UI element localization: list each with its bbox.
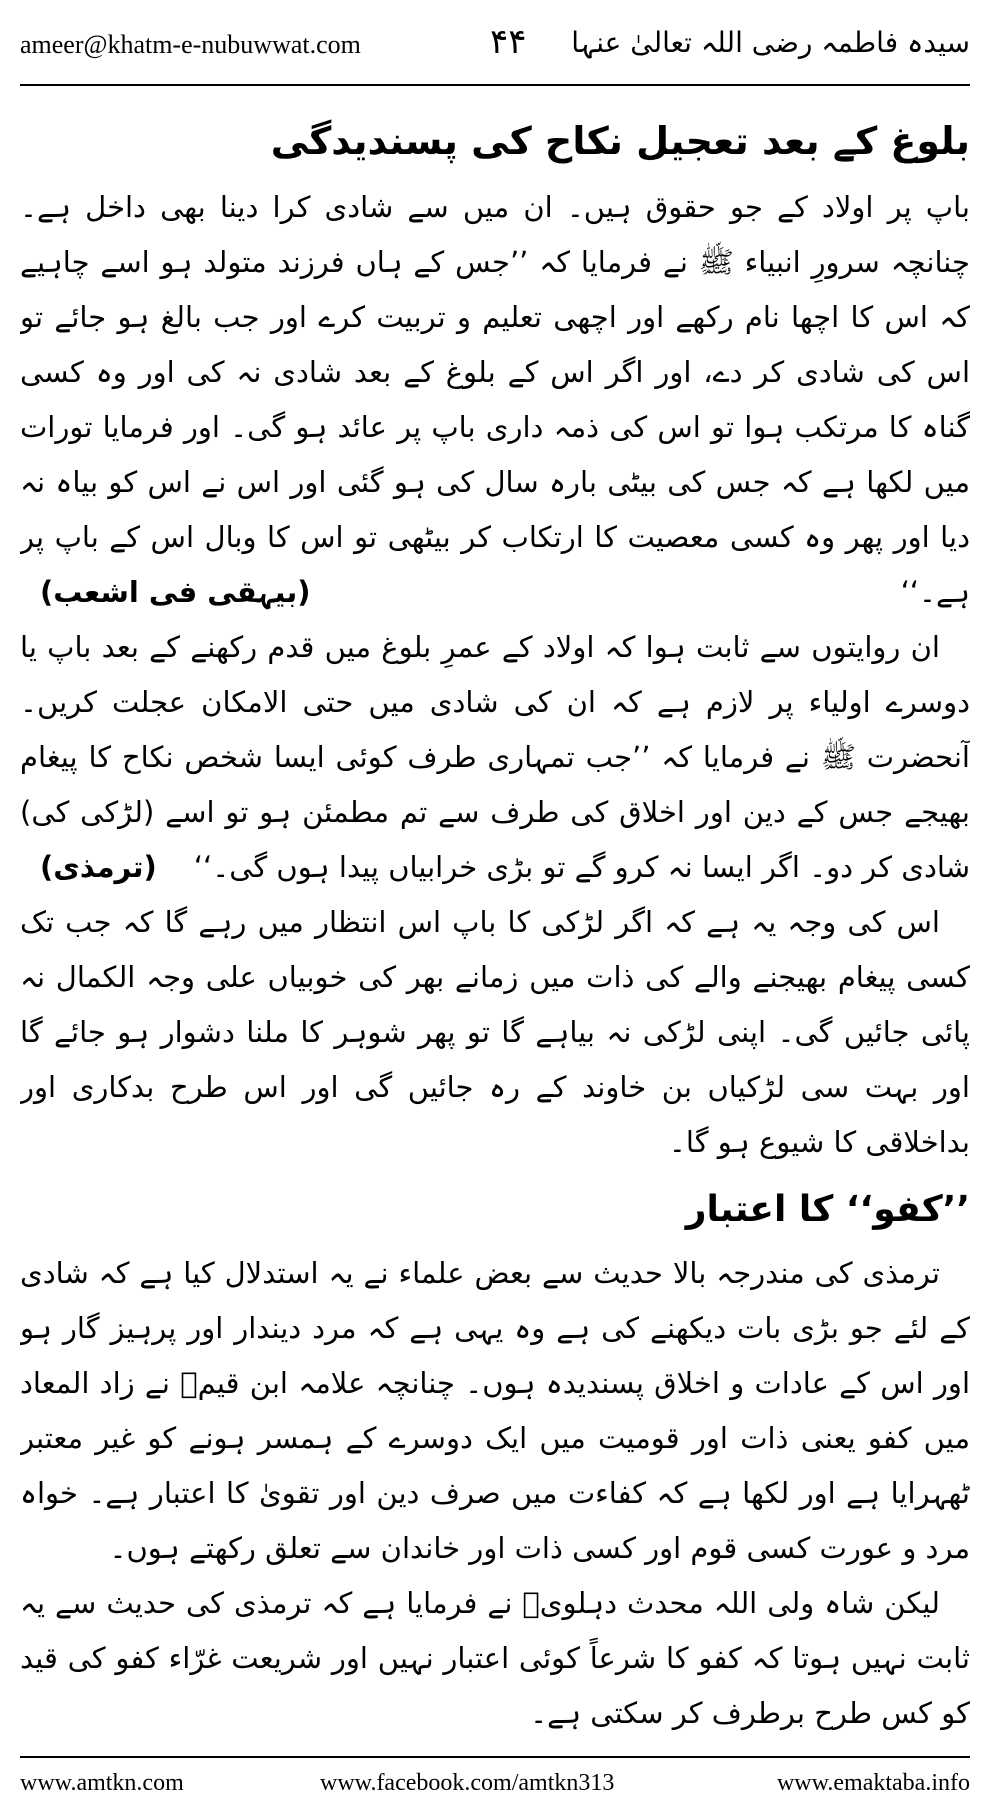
- paragraph: [20, 180, 970, 620]
- running-title: سیدہ فاطمہ رضی اللہ تعالیٰ عنہا: [571, 26, 970, 59]
- paragraph-text: ان روایتوں سے ثابت ہوا کہ اولاد کے عمرِ بلوغ میں قدم رکھنے کے بعد باپ یا دوسرے اولیاء پر لازم ہے کہ ان کی شادی میں حتی الامکان عجلت کریں۔ آنحضرت ﷺ نے فرمایا کہ ’’جب تمہاری طرف کوئی ایسا شخص نکاح کا پیغام بھیجے جس کے دین اور اخلاق کی طرف سے تم مطمئن ہو تو اسے (لڑکی کی) شادی کر دو۔ اگر ایسا نہ کرو گے تو بڑی خرابیاں پیدا ہوں گی۔‘‘: [20, 630, 970, 884]
- paragraph: [20, 1246, 970, 1576]
- footer-link-facebook[interactable]: www.facebook.com/amtkn313: [320, 1770, 615, 1796]
- section-heading: ’’کفو‘‘ کا اعتبار: [685, 1189, 970, 1230]
- paragraph-text: اس کی وجہ یہ ہے کہ اگر لڑکی کا باپ اس انتظار میں رہے گا کہ جب تک کسی پیغام بھیجنے والے کی ذات میں زمانے بھر کی خوبیاں علی وجہ الکمال نہ پائی جائیں گی۔ اپنی لڑکی نہ بیاہے گا تو پھر شوہر کا ملنا دشوار ہو جائے گا اور بہت سی لڑکیاں بن خاوند کے رہ جائیں گی اور اس طرح بدکاری اور بداخلاقی کا شیوع ہو گا۔: [20, 905, 970, 1159]
- paragraph-text: باپ پر اولاد کے جو حقوق ہیں۔ ان میں سے شادی کرا دینا بھی داخل ہے۔ چنانچہ سرورِ انبیاء ﷺ نے فرمایا کہ ’’جس کے ہاں فرزند متولد ہو اسے چاہیے کہ اس کا اچھا نام رکھے اور اچھی تعلیم و تربیت کرے اور جب بالغ ہو جائے تو اس کی شادی کر دے، اور اگر اس کے بلوغ کے بعد شادی نہ کی اور وہ کسی گناہ کا مرتکب ہوا تو اس کی ذمہ داری باپ پر عائد ہو گی۔ اور فرمایا تورات میں لکھا ہے کہ جس کی بیٹی بارہ سال کی ہو گئی اور اس نے اس کو بیاہ نہ دیا اور پھر وہ کسی معصیت کا ارتکاب کر بیٹھی تو اس کا وبال اس کے باپ پر ہے۔‘‘: [20, 190, 970, 609]
- paragraph: [20, 1576, 970, 1740]
- header-email: ameer@khatm-e-nubuwwat.com: [20, 30, 361, 59]
- citation: (ترمذی): [40, 850, 157, 884]
- page-number: ۴۴: [490, 22, 527, 62]
- page-body: [20, 100, 970, 1740]
- footer-link-amtkn[interactable]: www.amtkn.com: [20, 1770, 184, 1796]
- citation: (بیہقی فی اشعب): [40, 575, 311, 609]
- paragraph-text: لیکن شاہ ولی اللہ محدث دہلویؒ نے فرمایا ہے کہ ترمذی کی حدیث سے یہ ثابت نہیں ہوتا کہ کفو کا شرعاً کوئی اعتبار نہیں اور شریعت غرّاء کفو کی قید کو کس طرح برطرف کر سکتی ہے۔: [20, 1586, 970, 1730]
- header-rule: [20, 84, 970, 86]
- page-header: [20, 18, 970, 74]
- paragraph: [20, 620, 970, 895]
- paragraph-text: ترمذی کی مندرجہ بالا حدیث سے بعض علماء نے یہ استدلال کیا ہے کہ شادی کے لئے جو بڑی بات دیکھنے کی ہے وہ یہی ہے کہ مرد دیندار اور پرہیز گار ہو اور اس کے عادات و اخلاق پسندیدہ ہوں۔ چنانچہ علامہ ابن قیمؒ نے زاد المعاد میں کفو یعنی ذات اور قومیت میں ایک دوسرے کے ہمسر ہونے کو غیر معتبر ٹھہرایا ہے اور لکھا ہے کہ کفاءت میں صرف دین اور تقویٰ کا اعتبار ہے۔ خواہ مرد و عورت کسی قوم اور کسی ذات اور خاندان سے تعلق رکھتے ہوں۔: [20, 1256, 970, 1565]
- footer-link-emaktaba[interactable]: www.emaktaba.info: [776, 1770, 970, 1796]
- page-footer: [20, 1766, 970, 1806]
- footer-rule: [20, 1756, 970, 1758]
- paragraph: [20, 895, 970, 1170]
- section-heading: بلوغ کے بعد تعجیل نکاح کی پسندیدگی: [270, 119, 970, 163]
